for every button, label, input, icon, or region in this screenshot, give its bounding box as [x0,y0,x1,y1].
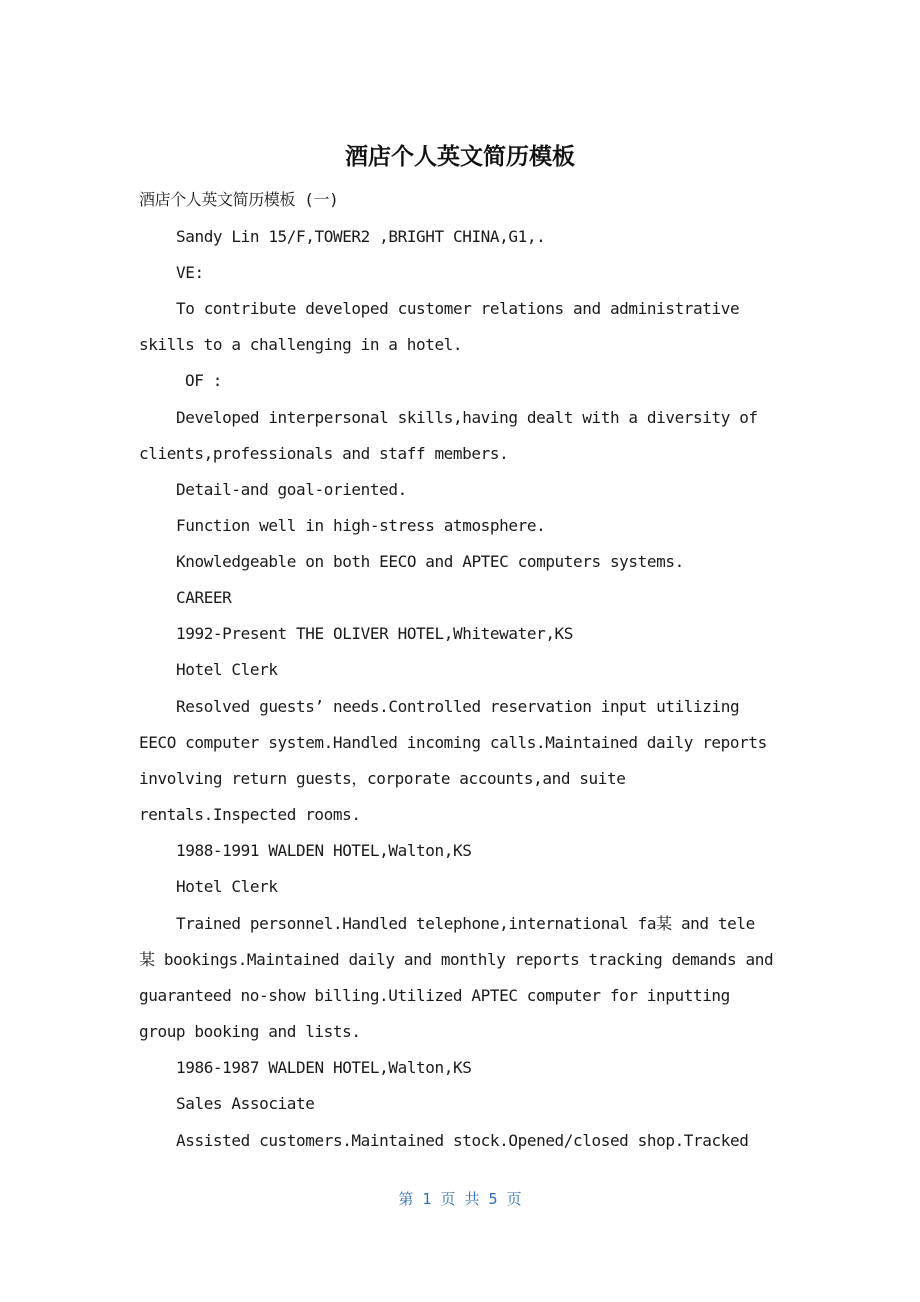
job-title: Hotel Clerk [176,877,278,896]
paragraph-line: Resolved guests’ needs.Controlled reservation input utilizing [176,697,740,716]
job-heading: 1988-1991 WALDEN HOTEL,Walton,KS [176,841,472,860]
summary-heading: OF : [185,371,222,390]
paragraph-line: Detail-and goal-oriented. [176,480,407,499]
paragraph-line: skills to a challenging in a hotel. [139,335,463,354]
page-number: 第 1 页 共 5 页 [398,1190,522,1208]
document-title: 酒店个人英文简历模板 [345,144,575,170]
paragraph-line: rentals.Inspected rooms. [139,805,361,824]
paragraph-line: involving return guests，corporate accounts,and suite [139,769,626,788]
career-heading: CAREER [176,588,232,607]
paragraph-line: guaranteed no-show billing.Utilized APTEC computer for inputting [139,986,730,1005]
paragraph-line: 某 bookings.Maintained daily and monthly reports tracking demands and [139,950,774,969]
objective-heading: VE: [176,263,204,282]
job-title: Hotel Clerk [176,660,278,679]
contact-line: Sandy Lin 15/F,TOWER2 ,BRIGHT CHINA,G1,. [176,227,546,246]
paragraph-line: clients,professionals and staff members. [139,444,509,463]
paragraph-line: Trained personnel.Handled telephone,international fa某 and tele [176,914,755,933]
paragraph-line: To contribute developed customer relations and administrative [176,299,740,318]
job-title: Sales Associate [176,1094,315,1113]
job-heading: 1986-1987 WALDEN HOTEL,Walton,KS [176,1058,472,1077]
paragraph-line: group booking and lists. [139,1022,361,1041]
paragraph-line: Knowledgeable on both EECO and APTEC computers systems. [176,552,684,571]
section-heading: 酒店个人英文简历模板 (一) [139,190,339,209]
paragraph-line: Function well in high-stress atmosphere. [176,516,546,535]
job-heading: 1992-Present THE OLIVER HOTEL,Whitewater,KS [176,624,574,643]
paragraph-line: EECO computer system.Handled incoming calls.Maintained daily reports [139,733,767,752]
paragraph-line: Developed interpersonal skills,having dealt with a diversity of [176,408,758,427]
paragraph-line: Assisted customers.Maintained stock.Opened/closed shop.Tracked [176,1131,749,1150]
